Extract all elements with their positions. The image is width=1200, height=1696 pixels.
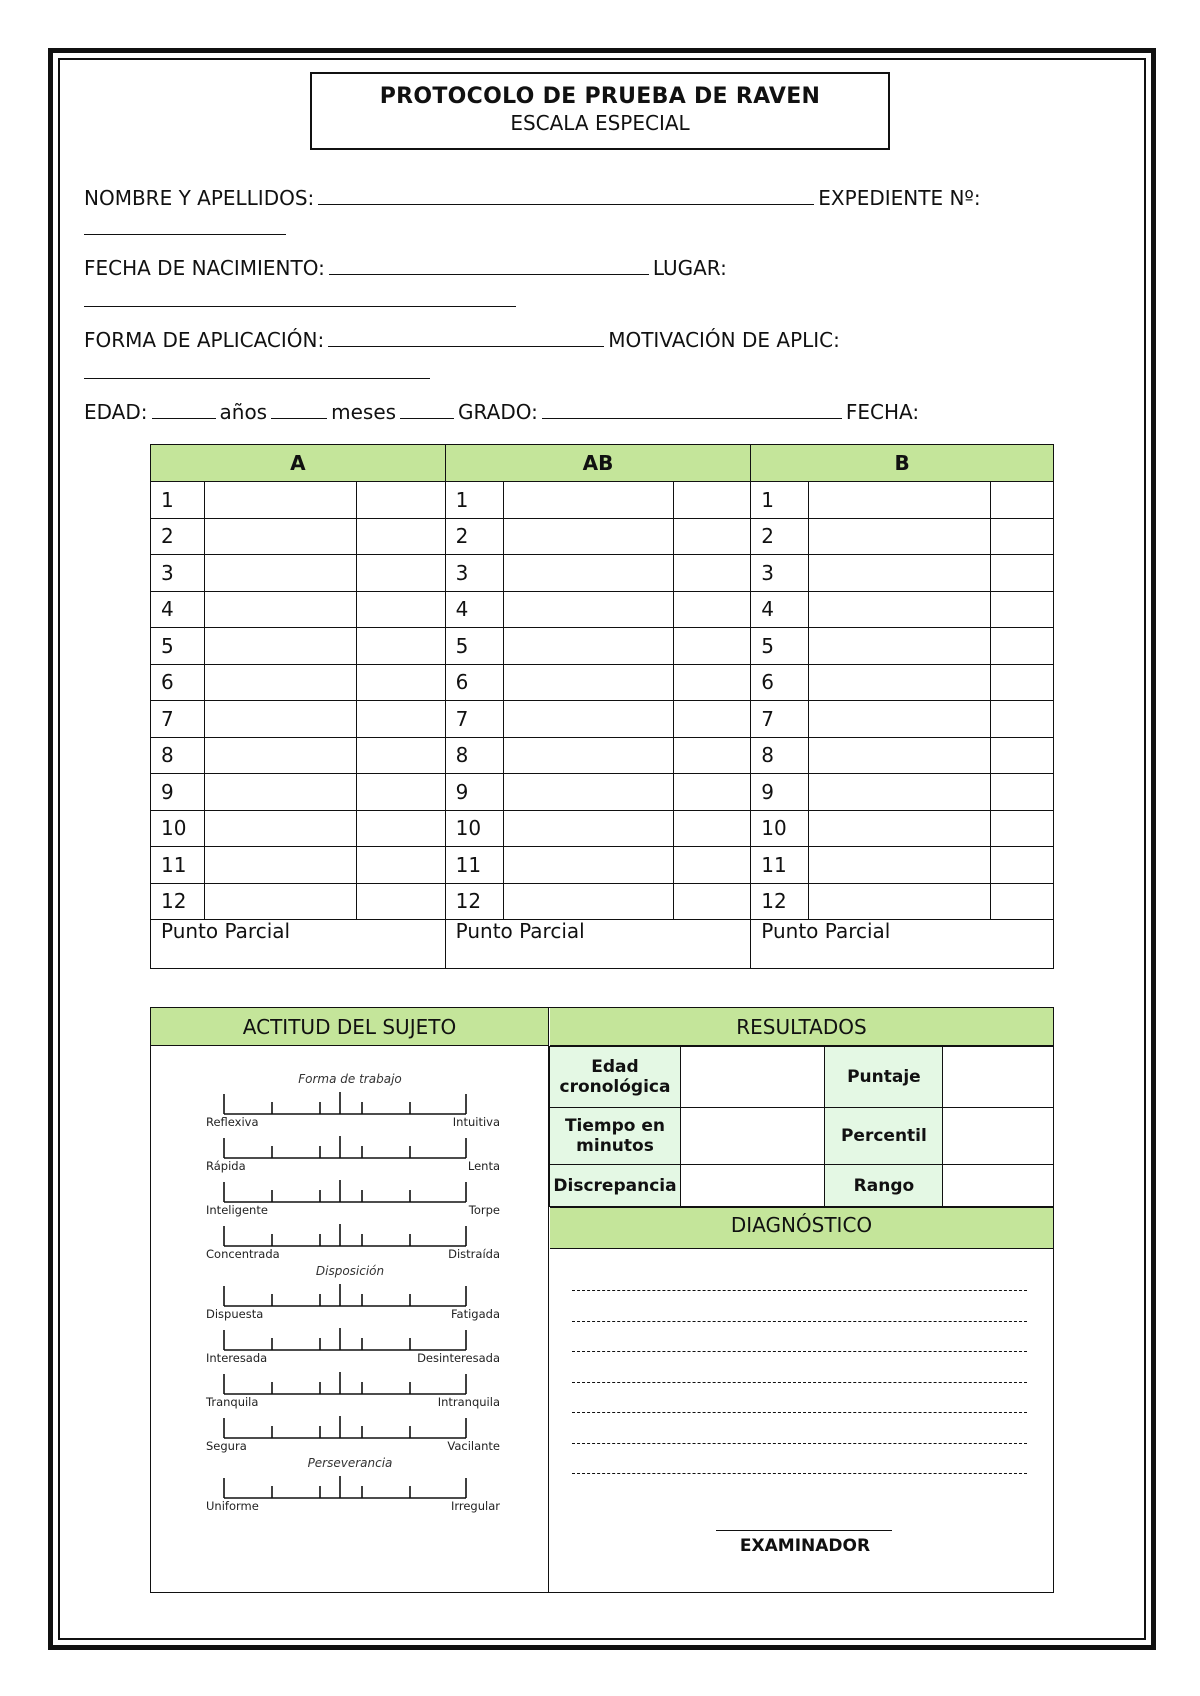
score-cell-b[interactable] xyxy=(991,847,1054,884)
label-puntaje: Puntaje xyxy=(825,1047,943,1108)
answer-cell-ab[interactable] xyxy=(503,664,674,701)
item-number-a: 4 xyxy=(151,591,205,628)
answer-cell-b[interactable] xyxy=(809,555,991,592)
item-number-b: 11 xyxy=(751,847,809,884)
field-meses-extra[interactable] xyxy=(400,402,454,419)
item-number-ab: 5 xyxy=(445,628,503,665)
scale-left-label: Dispuesta xyxy=(206,1307,264,1321)
attitude-scales xyxy=(200,1072,500,1516)
label-edad-cronologica: Edad cronológica xyxy=(550,1047,681,1108)
diagnostico-line[interactable] xyxy=(572,1412,1027,1413)
value-edad-cronologica[interactable] xyxy=(680,1047,824,1108)
field-nombre[interactable] xyxy=(318,188,814,205)
item-number-b: 4 xyxy=(751,591,809,628)
label-forma-aplicacion: FORMA DE APLICACIÓN: xyxy=(84,328,325,352)
answer-cell-ab[interactable] xyxy=(503,737,674,774)
item-number-ab: 7 xyxy=(445,701,503,738)
title-box xyxy=(310,72,890,150)
label-percentil: Percentil xyxy=(825,1108,943,1165)
punto-parcial-ab[interactable]: Punto Parcial xyxy=(445,920,751,969)
examiner-label: EXAMINADOR xyxy=(739,1536,871,1556)
score-cell-b[interactable] xyxy=(991,628,1054,665)
line-edad xyxy=(84,400,919,424)
score-cell-a[interactable] xyxy=(356,847,445,884)
answer-cell-ab[interactable] xyxy=(503,628,674,665)
scale-right-label: Torpe xyxy=(468,1203,500,1217)
field-edad-meses[interactable] xyxy=(271,402,327,419)
value-percentil[interactable] xyxy=(943,1108,1054,1165)
scale-right-label: Distraída xyxy=(448,1247,500,1261)
score-cell-ab[interactable] xyxy=(674,628,751,665)
scale-right-label: Intuitiva xyxy=(452,1115,500,1129)
punto-parcial-a[interactable]: Punto Parcial xyxy=(151,920,446,969)
item-number-b: 10 xyxy=(751,810,809,847)
score-row xyxy=(151,737,1054,774)
label-nombre: NOMBRE Y APELLIDOS: xyxy=(84,186,315,210)
label-fecha-nacimiento: FECHA DE NACIMIENTO: xyxy=(84,256,325,280)
item-number-b: 8 xyxy=(751,737,809,774)
scale-left-label: Tranquila xyxy=(206,1395,259,1409)
item-number-ab: 12 xyxy=(445,883,503,920)
score-cell-a[interactable] xyxy=(356,628,445,665)
scale-section-title: Disposición xyxy=(315,1264,385,1278)
answer-cell-b[interactable] xyxy=(809,482,991,519)
item-number-ab: 4 xyxy=(445,591,503,628)
label-expediente: EXPEDIENTE Nº: xyxy=(818,186,981,210)
answer-cell-b[interactable] xyxy=(809,701,991,738)
score-cell-a[interactable] xyxy=(356,701,445,738)
column-header-ab: AB xyxy=(445,445,751,482)
scale-ruler[interactable] xyxy=(220,1368,470,1396)
field-forma-aplicacion[interactable] xyxy=(328,330,604,347)
punto-parcial-b[interactable]: Punto Parcial xyxy=(751,920,1054,969)
score-cell-a[interactable] xyxy=(356,737,445,774)
score-cell-ab[interactable] xyxy=(674,555,751,592)
item-number-b: 2 xyxy=(751,518,809,555)
scale-ruler[interactable] xyxy=(220,1176,470,1204)
score-cell-b[interactable] xyxy=(991,664,1054,701)
diagnostico-line[interactable] xyxy=(572,1290,1027,1291)
score-cell-ab[interactable] xyxy=(674,774,751,811)
item-number-a: 12 xyxy=(151,883,205,920)
score-cell-b[interactable] xyxy=(991,774,1054,811)
answer-cell-a[interactable] xyxy=(204,810,356,847)
score-row xyxy=(151,664,1054,701)
item-number-b: 9 xyxy=(751,774,809,811)
answer-cell-ab[interactable] xyxy=(503,810,674,847)
line-aplicacion xyxy=(84,328,840,352)
item-number-b: 3 xyxy=(751,555,809,592)
score-cell-ab[interactable] xyxy=(674,664,751,701)
resultados-header: RESULTADOS xyxy=(550,1008,1053,1046)
attitude-scale[interactable] xyxy=(200,1368,500,1412)
item-number-ab: 9 xyxy=(445,774,503,811)
attitude-scale[interactable] xyxy=(200,1472,500,1516)
scale-ruler[interactable] xyxy=(220,1472,470,1500)
item-number-b: 1 xyxy=(751,482,809,519)
line-nombre xyxy=(84,186,981,210)
item-number-ab: 11 xyxy=(445,847,503,884)
score-cell-b[interactable] xyxy=(991,518,1054,555)
answer-cell-ab[interactable] xyxy=(503,555,674,592)
answer-cell-a[interactable] xyxy=(204,628,356,665)
scale-ruler[interactable] xyxy=(220,1132,470,1160)
label-anos: años xyxy=(219,400,268,424)
field-expediente[interactable] xyxy=(84,234,286,235)
answer-cell-a[interactable] xyxy=(204,883,356,920)
score-row xyxy=(151,555,1054,592)
label-edad: EDAD: xyxy=(84,400,148,424)
score-cell-ab[interactable] xyxy=(674,591,751,628)
actitud-header: ACTITUD DEL SUJETO xyxy=(151,1008,548,1046)
line-nacimiento xyxy=(84,256,727,280)
answer-cell-a[interactable] xyxy=(204,664,356,701)
score-cell-ab[interactable] xyxy=(674,518,751,555)
label-motivacion: MOTIVACIÓN DE APLIC: xyxy=(608,328,840,352)
diagnostico-line[interactable] xyxy=(572,1443,1027,1444)
field-fecha-nacimiento[interactable] xyxy=(329,258,649,275)
answer-cell-a[interactable] xyxy=(204,555,356,592)
diagnostico-header: DIAGNÓSTICO xyxy=(550,1207,1053,1249)
score-cell-ab[interactable] xyxy=(674,810,751,847)
scale-ruler[interactable] xyxy=(220,1412,470,1440)
score-row xyxy=(151,628,1054,665)
page-subtitle: ESCALA ESPECIAL xyxy=(510,111,690,135)
item-number-ab: 2 xyxy=(445,518,503,555)
punto-parcial-row xyxy=(151,920,1054,969)
score-cell-ab[interactable] xyxy=(674,737,751,774)
attitude-scale[interactable] xyxy=(200,1176,500,1220)
item-number-ab: 6 xyxy=(445,664,503,701)
score-cell-ab[interactable] xyxy=(674,883,751,920)
label-fecha: FECHA: xyxy=(845,400,920,424)
answer-cell-ab[interactable] xyxy=(503,774,674,811)
score-cell-b[interactable] xyxy=(991,591,1054,628)
score-row xyxy=(151,810,1054,847)
label-meses: meses xyxy=(331,400,397,424)
item-number-a: 8 xyxy=(151,737,205,774)
answer-cell-b[interactable] xyxy=(809,737,991,774)
scale-right-label: Desinteresada xyxy=(417,1351,500,1365)
answer-cell-a[interactable] xyxy=(204,847,356,884)
answer-cell-a[interactable] xyxy=(204,482,356,519)
value-discrepancia[interactable] xyxy=(680,1165,824,1207)
score-cell-b[interactable] xyxy=(991,482,1054,519)
attitude-scale[interactable] xyxy=(200,1280,500,1324)
score-row xyxy=(151,701,1054,738)
score-row xyxy=(151,774,1054,811)
score-cell-a[interactable] xyxy=(356,664,445,701)
value-tiempo[interactable] xyxy=(680,1108,824,1165)
results-row xyxy=(550,1165,1054,1207)
answer-cell-ab[interactable] xyxy=(503,518,674,555)
item-number-b: 5 xyxy=(751,628,809,665)
answer-cell-ab[interactable] xyxy=(503,701,674,738)
value-puntaje[interactable] xyxy=(943,1047,1054,1108)
answer-cell-ab[interactable] xyxy=(503,482,674,519)
answer-cell-ab[interactable] xyxy=(503,591,674,628)
score-cell-ab[interactable] xyxy=(674,701,751,738)
page-title: PROTOCOLO DE PRUEBA DE RAVEN xyxy=(379,84,821,109)
diagnostico-line[interactable] xyxy=(572,1473,1027,1474)
item-number-ab: 8 xyxy=(445,737,503,774)
score-row xyxy=(151,518,1054,555)
answer-cell-b[interactable] xyxy=(809,847,991,884)
diagnostico-line[interactable] xyxy=(572,1351,1027,1352)
answer-cell-b[interactable] xyxy=(809,810,991,847)
score-row xyxy=(151,883,1054,920)
label-tiempo: Tiempo en minutos xyxy=(550,1108,681,1165)
diagnostico-line[interactable] xyxy=(572,1382,1027,1383)
score-cell-a[interactable] xyxy=(356,591,445,628)
results-table xyxy=(549,1046,1054,1207)
attitude-scale[interactable] xyxy=(200,1324,500,1368)
attitude-scale[interactable] xyxy=(200,1220,500,1264)
score-cell-b[interactable] xyxy=(991,555,1054,592)
answer-cell-b[interactable] xyxy=(809,518,991,555)
score-table-header xyxy=(151,445,1054,482)
label-rango: Rango xyxy=(825,1165,943,1207)
label-discrepancia: Discrepancia xyxy=(550,1165,681,1207)
scale-section-title: Perseverancia xyxy=(307,1456,393,1470)
item-number-a: 10 xyxy=(151,810,205,847)
field-edad-anos[interactable] xyxy=(152,402,216,419)
score-cell-b[interactable] xyxy=(991,701,1054,738)
scale-left-label: Segura xyxy=(206,1439,247,1453)
label-grado: GRADO: xyxy=(458,400,538,424)
answer-cell-ab[interactable] xyxy=(503,847,674,884)
column-header-b: B xyxy=(751,445,1054,482)
scale-ruler[interactable] xyxy=(220,1220,470,1248)
answer-cell-a[interactable] xyxy=(204,518,356,555)
diagnostico-lines xyxy=(572,1290,1027,1504)
score-cell-a[interactable] xyxy=(356,518,445,555)
item-number-ab: 3 xyxy=(445,555,503,592)
item-number-a: 1 xyxy=(151,482,205,519)
scale-right-label: Lenta xyxy=(467,1159,500,1173)
item-number-a: 2 xyxy=(151,518,205,555)
answer-cell-a[interactable] xyxy=(204,774,356,811)
score-cell-ab[interactable] xyxy=(674,482,751,519)
scale-right-label: Fatigada xyxy=(450,1307,500,1321)
answer-cell-b[interactable] xyxy=(809,774,991,811)
score-cell-b[interactable] xyxy=(991,810,1054,847)
answer-cell-a[interactable] xyxy=(204,591,356,628)
item-number-b: 6 xyxy=(751,664,809,701)
score-table xyxy=(150,444,1054,969)
scale-right-label: Irregular xyxy=(450,1499,500,1513)
item-number-a: 3 xyxy=(151,555,205,592)
results-row xyxy=(550,1047,1054,1108)
score-row xyxy=(151,482,1054,519)
scale-left-label: Rápida xyxy=(206,1159,246,1173)
item-number-ab: 10 xyxy=(445,810,503,847)
column-header-a: A xyxy=(151,445,446,482)
score-cell-b[interactable] xyxy=(991,883,1054,920)
score-cell-a[interactable] xyxy=(356,482,445,519)
results-row xyxy=(550,1108,1054,1165)
answer-cell-b[interactable] xyxy=(809,628,991,665)
examiner-signature-line[interactable] xyxy=(716,1530,892,1531)
item-number-ab: 1 xyxy=(445,482,503,519)
scale-ruler[interactable] xyxy=(220,1088,470,1116)
answer-cell-ab[interactable] xyxy=(503,883,674,920)
answer-cell-b[interactable] xyxy=(809,591,991,628)
attitude-scale[interactable] xyxy=(200,1132,500,1176)
scale-left-label: Inteligente xyxy=(206,1203,268,1217)
value-rango[interactable] xyxy=(943,1165,1054,1207)
scale-left-label: Interesada xyxy=(206,1351,268,1365)
label-lugar: LUGAR: xyxy=(652,256,727,280)
score-cell-ab[interactable] xyxy=(674,847,751,884)
score-row xyxy=(151,847,1054,884)
scale-right-label: Vacilante xyxy=(447,1439,500,1453)
item-number-a: 11 xyxy=(151,847,205,884)
field-motivacion[interactable] xyxy=(84,378,430,379)
answer-cell-a[interactable] xyxy=(204,701,356,738)
field-grado[interactable] xyxy=(542,402,842,419)
attitude-scale[interactable] xyxy=(200,1088,500,1132)
field-lugar[interactable] xyxy=(84,306,516,307)
item-number-b: 7 xyxy=(751,701,809,738)
score-cell-b[interactable] xyxy=(991,737,1054,774)
scale-left-label: Reflexiva xyxy=(206,1115,259,1129)
attitude-scale[interactable] xyxy=(200,1412,500,1456)
answer-cell-b[interactable] xyxy=(809,664,991,701)
scale-ruler[interactable] xyxy=(220,1324,470,1352)
item-number-a: 6 xyxy=(151,664,205,701)
score-cell-a[interactable] xyxy=(356,555,445,592)
score-cell-a[interactable] xyxy=(356,883,445,920)
score-cell-a[interactable] xyxy=(356,774,445,811)
item-number-b: 12 xyxy=(751,883,809,920)
scale-right-label: Intranquila xyxy=(437,1395,500,1409)
diagnostico-line[interactable] xyxy=(572,1321,1027,1322)
scale-ruler[interactable] xyxy=(220,1280,470,1308)
score-row xyxy=(151,591,1054,628)
scale-left-label: Uniforme xyxy=(206,1499,259,1513)
scale-section-title: Forma de trabajo xyxy=(298,1072,402,1086)
score-cell-a[interactable] xyxy=(356,810,445,847)
item-number-a: 7 xyxy=(151,701,205,738)
item-number-a: 5 xyxy=(151,628,205,665)
item-number-a: 9 xyxy=(151,774,205,811)
answer-cell-a[interactable] xyxy=(204,737,356,774)
answer-cell-b[interactable] xyxy=(809,883,991,920)
scale-left-label: Concentrada xyxy=(206,1247,280,1261)
